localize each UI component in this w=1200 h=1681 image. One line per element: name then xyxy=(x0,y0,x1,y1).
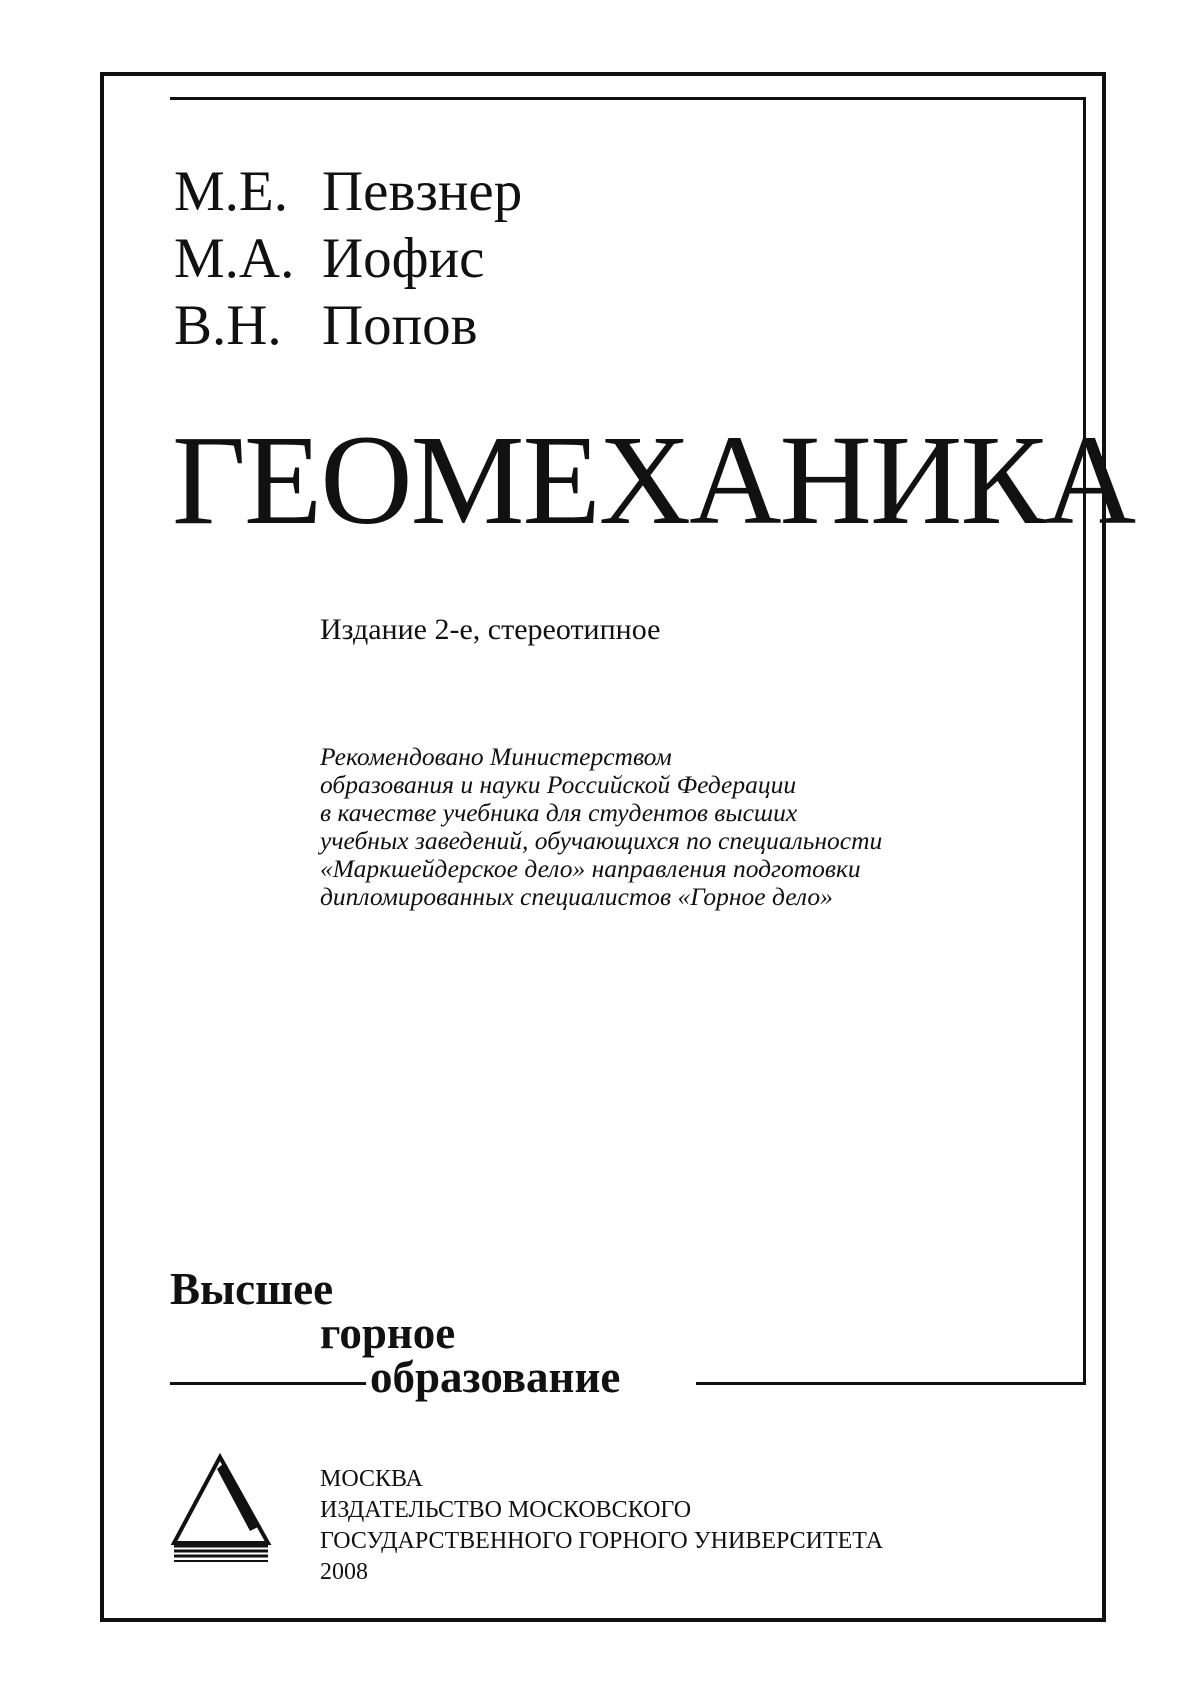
triangle-book-logo-icon xyxy=(170,1453,274,1563)
recommendation-line: «Маркшейдерское дело» направления подготовки xyxy=(320,854,861,883)
series-rule-right xyxy=(696,1382,1086,1385)
author-1-surname: Певзнер xyxy=(322,160,523,223)
series-rule-left xyxy=(170,1382,366,1385)
author-3-initials: В.Н. xyxy=(174,294,282,357)
publisher-city: МОСКВА xyxy=(320,1466,423,1492)
recommendation-line: образования и науки Российской Федерации xyxy=(320,770,797,799)
edition-note: Издание 2-е, стереотипное xyxy=(320,613,661,646)
publisher-block xyxy=(320,1464,883,1588)
publication-year: 2008 xyxy=(320,1559,368,1585)
author-2 xyxy=(174,225,522,292)
recommendation-line: Рекомендовано Министерством xyxy=(320,742,672,771)
recommendation-line: в качестве учебника для студентов высших xyxy=(320,798,798,827)
recommendation-line: учебных заведений, обучающихся по специальности xyxy=(320,826,883,855)
authors-block xyxy=(174,158,522,359)
series-name xyxy=(170,1264,621,1402)
author-3 xyxy=(174,292,522,359)
author-3-surname: Попов xyxy=(322,294,478,357)
series-line-2: горное xyxy=(320,1308,456,1358)
book-title: ГЕОМЕХАНИКА xyxy=(172,409,1135,551)
publisher-name-line-1: ИЗДАТЕЛЬСТВО МОСКОВСКОГО xyxy=(320,1497,692,1523)
author-1 xyxy=(174,158,522,225)
recommendation-line: дипломированных специалистов «Горное дело» xyxy=(320,882,833,911)
author-2-initials: М.А. xyxy=(174,227,295,290)
author-1-initials: М.Е. xyxy=(174,160,288,223)
recommendation-note xyxy=(320,743,882,911)
author-2-surname: Иофис xyxy=(322,227,485,290)
publisher-name-line-2: ГОСУДАРСТВЕННОГО ГОРНОГО УНИВЕРСИТЕТА xyxy=(320,1528,884,1554)
series-line-3: образование xyxy=(370,1352,621,1402)
series-line-1: Высшее xyxy=(170,1264,334,1314)
